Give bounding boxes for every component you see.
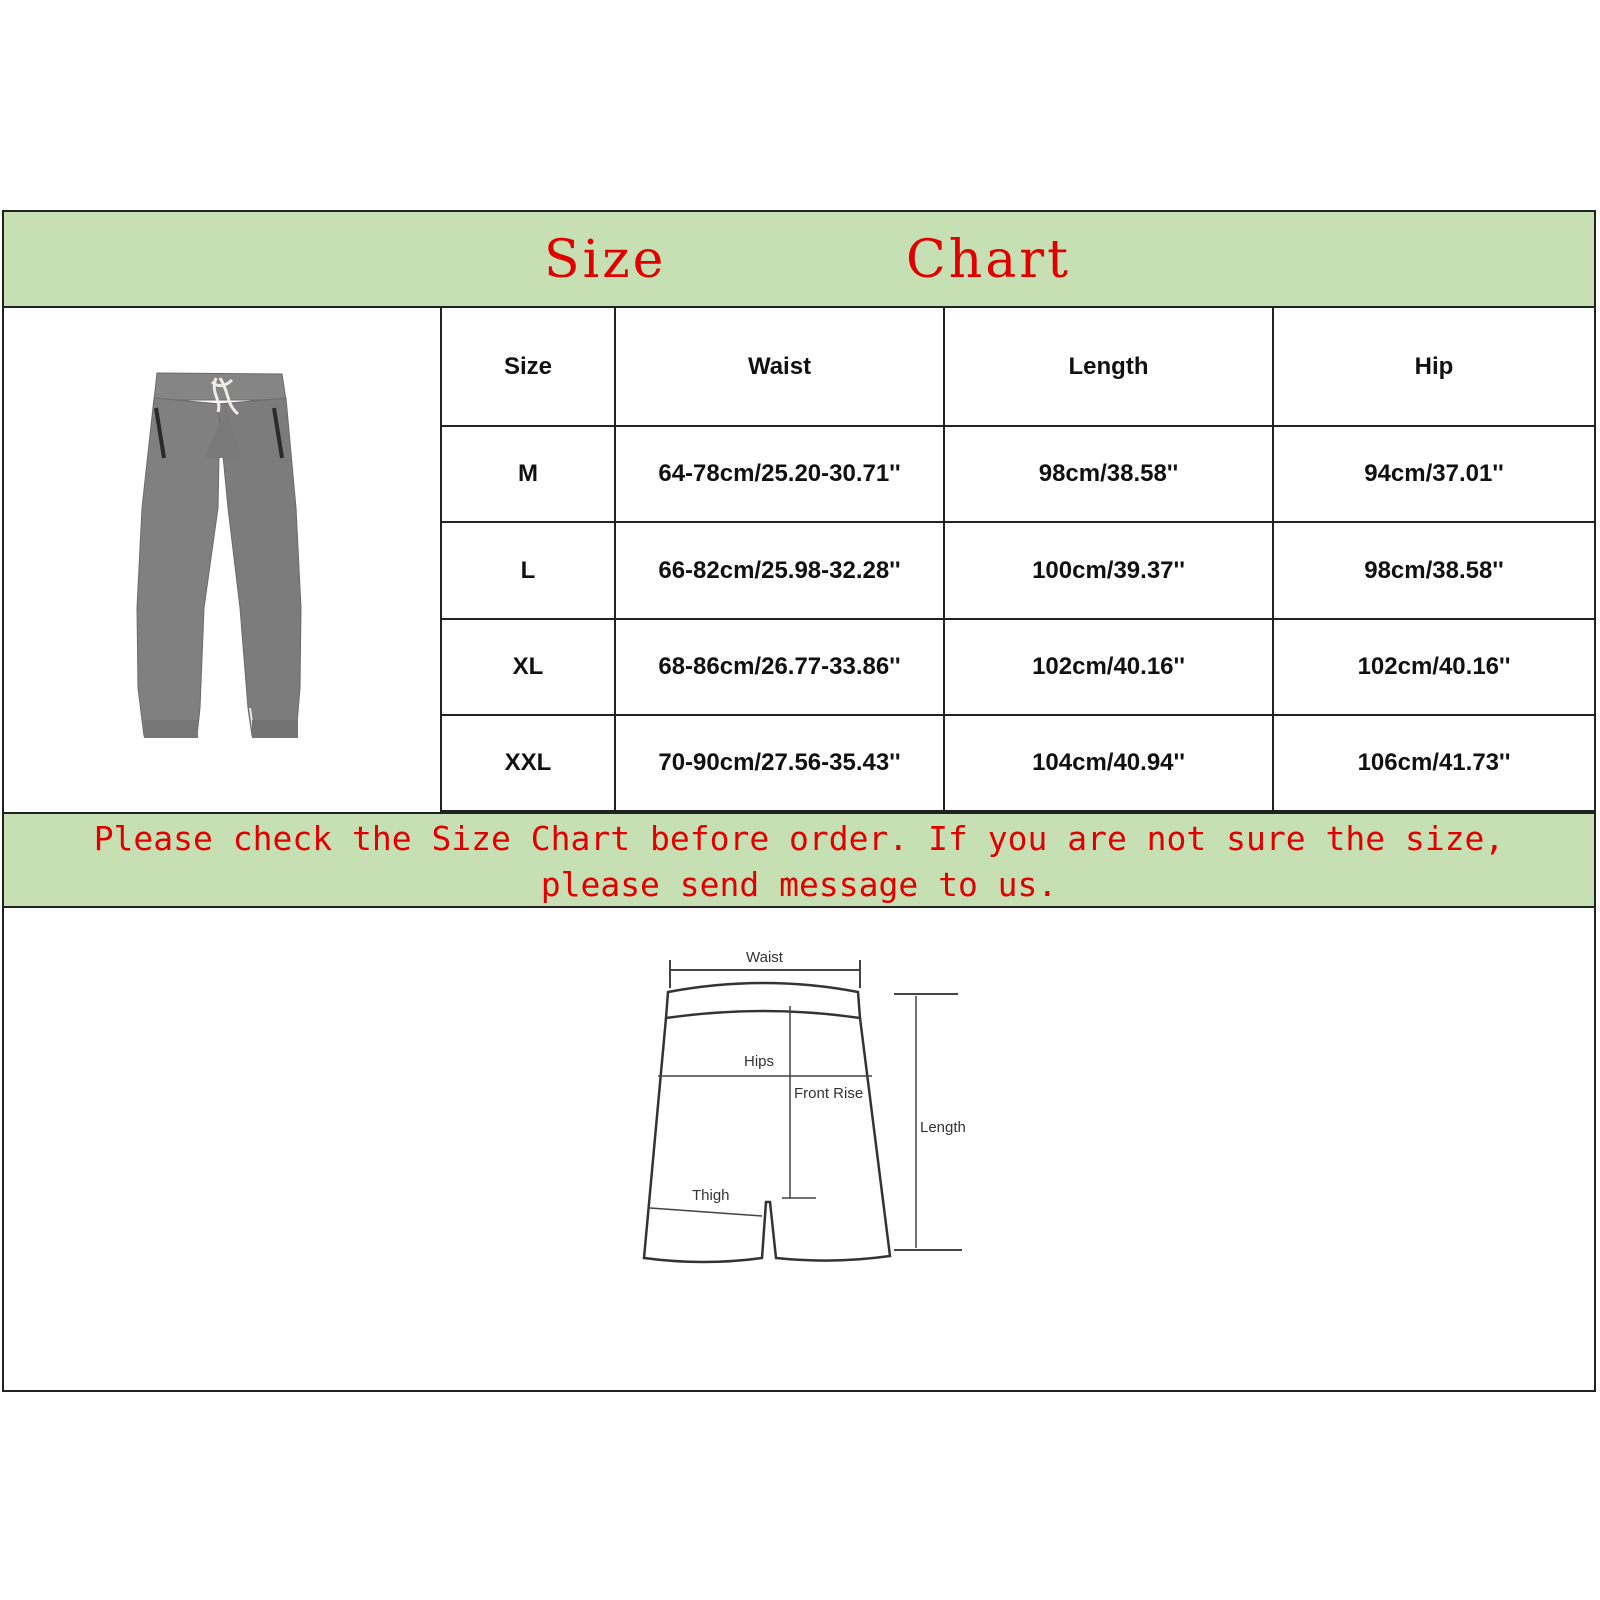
cell-size: XL bbox=[442, 619, 615, 715]
cell-waist: 68-86cm/26.77-33.86'' bbox=[615, 619, 944, 715]
size-table bbox=[442, 308, 1594, 812]
label-waist: Waist bbox=[746, 949, 783, 966]
cell-hip: 98cm/38.58'' bbox=[1273, 522, 1594, 618]
table-row bbox=[442, 426, 1594, 522]
shorts-measurement-diagram bbox=[604, 908, 984, 1288]
table-header-row bbox=[442, 308, 1594, 426]
header-length: Length bbox=[944, 308, 1273, 426]
cell-hip: 94cm/37.01'' bbox=[1273, 426, 1594, 522]
label-front-rise: Front Rise bbox=[794, 1085, 864, 1102]
pants-left-leg bbox=[137, 398, 220, 736]
product-image-cell bbox=[4, 308, 442, 812]
cell-waist: 64-78cm/25.20-30.71'' bbox=[615, 426, 944, 522]
cell-size: XXL bbox=[442, 715, 615, 811]
note-line-1: Please check the Size Chart before order. If you are not sure the size, bbox=[93, 819, 1505, 858]
header-hip: Hip bbox=[1273, 308, 1594, 426]
label-thigh: Thigh bbox=[692, 1187, 730, 1204]
cell-length: 104cm/40.94'' bbox=[944, 715, 1273, 811]
measurement-diagram-area bbox=[4, 908, 1594, 1390]
table-row bbox=[442, 522, 1594, 618]
cell-hip: 102cm/40.16'' bbox=[1273, 619, 1594, 715]
cell-waist: 70-90cm/27.56-35.43'' bbox=[615, 715, 944, 811]
note-line-2: please send message to us. bbox=[540, 865, 1058, 904]
label-hips: Hips bbox=[744, 1053, 775, 1070]
table-row bbox=[442, 619, 1594, 715]
title-size: Size bbox=[544, 230, 667, 290]
cell-waist: 66-82cm/25.98-32.28'' bbox=[615, 522, 944, 618]
title-chart: Chart bbox=[906, 230, 1072, 290]
jogger-pants-image bbox=[4, 308, 438, 808]
cell-length: 102cm/40.16'' bbox=[944, 619, 1273, 715]
order-note-bar bbox=[4, 812, 1594, 908]
cell-size: M bbox=[442, 426, 615, 522]
shorts-waistband bbox=[666, 983, 860, 1018]
cell-length: 98cm/38.58'' bbox=[944, 426, 1273, 522]
header-waist: Waist bbox=[615, 308, 944, 426]
cell-hip: 106cm/41.73'' bbox=[1273, 715, 1594, 811]
cell-length: 100cm/39.37'' bbox=[944, 522, 1273, 618]
table-row bbox=[442, 715, 1594, 811]
title-bar bbox=[4, 212, 1594, 308]
cell-size: L bbox=[442, 522, 615, 618]
size-chart-sheet bbox=[2, 210, 1596, 1392]
label-length: Length bbox=[920, 1119, 966, 1136]
header-size: Size bbox=[442, 308, 615, 426]
